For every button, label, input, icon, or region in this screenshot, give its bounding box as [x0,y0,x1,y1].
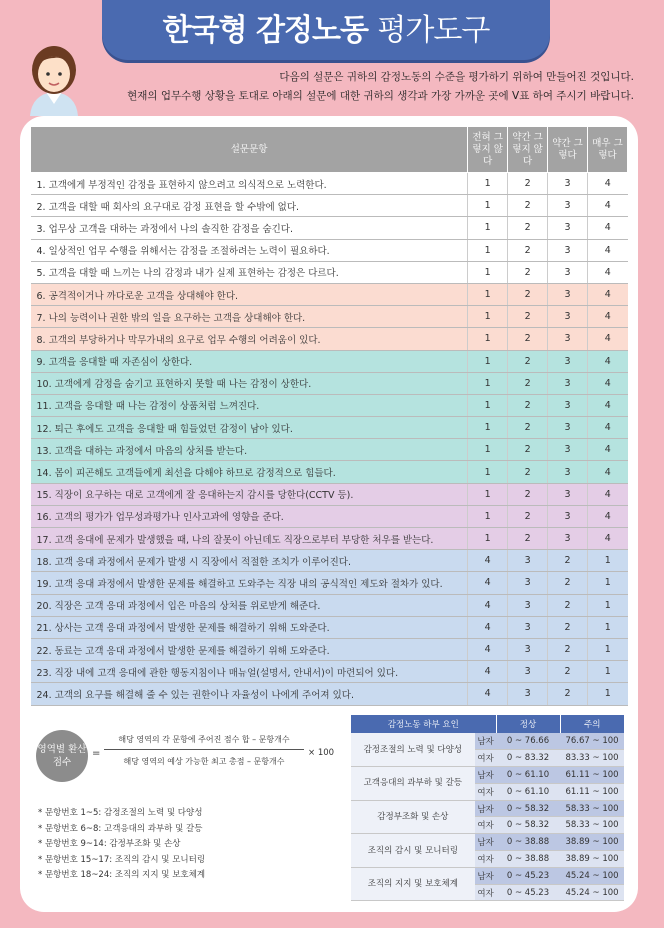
answer-option-1[interactable]: 1 [468,217,508,239]
intro-text [34,68,634,106]
answer-option-4[interactable]: 4 [588,372,628,394]
answer-option-1[interactable]: 1 [468,261,508,283]
answer-option-4[interactable]: 4 [588,239,628,261]
norm-caution-range: 83.33 ~ 100 [560,750,624,767]
survey-table [30,126,628,706]
question-text: 10. 고객에게 감정을 숨기고 표현하지 못할 때 나는 감정이 상한다. [31,372,468,394]
norm-normal-range: 0 ~ 61.10 [496,767,560,784]
table-row [31,173,628,195]
answer-option-4[interactable]: 4 [588,350,628,372]
question-text: 3. 업무상 고객을 대하는 과정에서 나의 솔직한 감정을 숨긴다. [31,217,468,239]
content-card [20,116,638,912]
answer-option-1[interactable]: 1 [468,505,508,527]
note-item: * 문항번호 6~8: 고객응대의 과부하 및 갈등 [38,823,203,834]
table-row [31,528,628,550]
table-row [31,372,628,394]
norm-caution-range: 61.11 ~ 100 [560,783,624,800]
norm-normal-range: 0 ~ 45.23 [496,867,560,884]
norm-normal-range: 0 ~ 58.32 [496,817,560,834]
answer-option-2[interactable]: 3 [508,638,548,660]
answer-option-3[interactable]: 2 [548,616,588,638]
answer-option-2[interactable]: 2 [508,483,548,505]
norm-caution-range: 61.11 ~ 100 [560,767,624,784]
question-text: 4. 일상적인 업무 수행을 위해서는 감정을 조절하려는 노력이 필요하다. [31,239,468,261]
answer-option-2[interactable]: 2 [508,306,548,328]
norm-row [351,834,625,851]
table-row [31,683,628,705]
answer-option-4[interactable]: 4 [588,461,628,483]
formula-equals: = [92,748,101,759]
norm-factor: 감정조절의 노력 및 다양성 [351,733,476,767]
norm-normal-range: 0 ~ 38.88 [496,834,560,851]
formula-times: × 100 [308,748,335,758]
question-text: 24. 고객의 요구를 해결해 줄 수 있는 권한이나 자율성이 나에게 주어져 있다. [31,683,468,705]
question-text: 7. 나의 능력이나 권한 밖의 일을 요구하는 고객을 상대해야 한다. [31,306,468,328]
table-row [31,283,628,305]
answer-option-4[interactable]: 1 [588,616,628,638]
table-row [31,638,628,660]
answer-option-4[interactable]: 1 [588,550,628,572]
question-text: 1. 고객에게 부정적인 감정을 표현하지 않으려고 의식적으로 노력한다. [31,173,468,195]
norm-normal-range: 0 ~ 58.32 [496,800,560,817]
title-bold: 한국형 감정노동 [162,13,368,48]
answer-option-4[interactable]: 4 [588,483,628,505]
norm-gender: 여자 [475,884,496,901]
answer-option-1[interactable]: 1 [468,306,508,328]
norm-normal-range: 0 ~ 83.32 [496,750,560,767]
answer-option-1[interactable]: 1 [468,195,508,217]
norm-caution-range: 58.33 ~ 100 [560,817,624,834]
answer-option-4[interactable]: 4 [588,394,628,416]
norm-normal-range: 0 ~ 38.88 [496,851,560,868]
question-text: 5. 고객을 대할 때 느끼는 나의 감정과 내가 실제 표현하는 감정은 다르다. [31,261,468,283]
table-row [31,328,628,350]
question-text: 16. 고객의 평가가 업무성과평가나 인사고과에 영향을 준다. [31,505,468,527]
answer-option-3[interactable]: 2 [548,572,588,594]
answer-option-1[interactable]: 1 [468,417,508,439]
norm-normal-range: 0 ~ 45.23 [496,884,560,901]
header-question: 설문문항 [31,127,468,173]
question-text: 11. 고객을 응대할 때 나는 감정이 상품처럼 느껴진다. [31,394,468,416]
note-item: * 문항번호 18~24: 조직의 지지 및 보호체계 [38,870,206,881]
answer-option-3[interactable]: 3 [548,394,588,416]
intro-line-2: 현재의 업무수행 상황을 토대로 아래의 설문에 대한 귀하의 생각과 가장 가까운 곳에 V표 하여 주시기 바랍니다. [127,90,634,102]
question-text: 17. 고객 응대에 문제가 발생했을 때, 나의 잘못이 아닌데도 직장으로부터 부당한 처우를 받는다. [31,528,468,550]
answer-option-3[interactable]: 3 [548,173,588,195]
answer-option-3[interactable]: 3 [548,217,588,239]
header-opt-3: 약간 그렇다 [548,127,588,173]
norm-gender: 여자 [475,750,496,767]
question-text: 21. 상사는 고객 응대 과정에서 발생한 문제를 해결하기 위해 도와준다. [31,616,468,638]
answer-option-3[interactable]: 3 [548,239,588,261]
norm-gender: 여자 [475,783,496,800]
norm-row [351,867,625,884]
table-row [31,594,628,616]
question-text: 9. 고객을 응대할 때 자존심이 상한다. [31,350,468,372]
answer-option-4[interactable]: 4 [588,439,628,461]
answer-option-1[interactable]: 4 [468,683,508,705]
norm-caution-range: 45.24 ~ 100 [560,867,624,884]
answer-option-1[interactable]: 4 [468,638,508,660]
answer-option-3[interactable]: 3 [548,417,588,439]
question-text: 14. 몸이 피곤해도 고객들에게 최선을 다해야 하므로 감정적으로 힘들다. [31,461,468,483]
table-row [31,350,628,372]
table-row [31,261,628,283]
table-row [31,661,628,683]
header-opt-4: 매우 그렇다 [588,127,628,173]
table-row [31,439,628,461]
answer-option-2[interactable]: 2 [508,528,548,550]
answer-option-4[interactable]: 4 [588,306,628,328]
answer-option-3[interactable]: 2 [548,550,588,572]
answer-option-2[interactable]: 2 [508,261,548,283]
answer-option-4[interactable]: 4 [588,528,628,550]
answer-option-3[interactable]: 2 [548,661,588,683]
table-row [31,572,628,594]
answer-option-3[interactable]: 3 [548,461,588,483]
table-row [31,195,628,217]
answer-option-1[interactable]: 1 [468,439,508,461]
answer-option-2[interactable]: 3 [508,616,548,638]
formula-denominator: 해당 영역의 예상 가능한 최고 총점 – 문항개수 [123,757,285,766]
note-item: * 문항번호 15~17: 조직의 감시 및 모니터링 [38,854,206,865]
table-row [31,239,628,261]
answer-option-3[interactable]: 3 [548,350,588,372]
norm-factor: 조직의 감시 및 모니터링 [351,834,476,868]
question-text: 19. 고객 응대 과정에서 발생한 문제를 해결하고 도와주는 직장 내의 공식적인 제도와 절차가 있다. [31,572,468,594]
answer-option-1[interactable]: 4 [468,572,508,594]
norm-caution-range: 45.24 ~ 100 [560,884,624,901]
answer-option-2[interactable]: 2 [508,173,548,195]
table-row [31,550,628,572]
norm-row [351,800,625,817]
question-text: 12. 퇴근 후에도 고객을 응대할 때 힘들었던 감정이 남아 있다. [31,417,468,439]
answer-option-2[interactable]: 3 [508,594,548,616]
question-text: 15. 직장이 요구하는 대로 고객에게 잘 응대하는지 감시를 당한다(CCTV 등). [31,483,468,505]
answer-option-2[interactable]: 3 [508,550,548,572]
question-text: 8. 고객의 부당하거나 막무가내의 요구로 업무 수행의 어려움이 있다. [31,328,468,350]
norm-caution-range: 58.33 ~ 100 [560,800,624,817]
norm-normal-range: 0 ~ 76.66 [496,733,560,750]
answer-option-4[interactable]: 1 [588,683,628,705]
formula-label: 영역별 환산점수 [36,730,88,782]
norm-gender: 여자 [475,817,496,834]
answer-option-4[interactable]: 4 [588,195,628,217]
question-text: 18. 고객 응대 과정에서 문제가 발생 시 직장에서 적절한 조치가 이루어진다. [31,550,468,572]
answer-option-3[interactable]: 2 [548,638,588,660]
title-light: 평가도구 [377,13,490,48]
answer-option-1[interactable]: 4 [468,550,508,572]
answer-option-1[interactable]: 1 [468,483,508,505]
answer-option-1[interactable]: 4 [468,616,508,638]
answer-option-1[interactable]: 1 [468,394,508,416]
question-text: 20. 직장은 고객 응대 과정에서 입은 마음의 상처를 위로받게 해준다. [31,594,468,616]
answer-option-2[interactable]: 3 [508,683,548,705]
question-text: 23. 직장 내에 고객 응대에 관한 행동지침이나 매뉴얼(설명서, 안내서)이 마련되어 있다. [31,661,468,683]
answer-option-3[interactable]: 3 [548,439,588,461]
answer-option-4[interactable]: 4 [588,505,628,527]
norm-header-factor: 감정노동 하부 요인 [351,715,497,733]
table-row [31,217,628,239]
formula-fraction [104,734,304,767]
header-opt-1: 전혀 그렇지 않다 [468,127,508,173]
question-text: 22. 동료는 고객 응대 과정에서 발생한 문제를 해결하기 위해 도와준다. [31,638,468,660]
answer-option-2[interactable]: 2 [508,350,548,372]
answer-option-3[interactable]: 3 [548,306,588,328]
answer-option-2[interactable]: 2 [508,239,548,261]
answer-option-4[interactable]: 1 [588,661,628,683]
norm-factor: 감정부조화 및 손상 [351,800,476,834]
answer-option-4[interactable]: 1 [588,594,628,616]
norm-header-caution: 주의 [560,715,624,733]
answer-option-2[interactable]: 2 [508,217,548,239]
answer-option-1[interactable]: 1 [468,461,508,483]
norm-factor: 고객응대의 과부하 및 갈등 [351,767,476,801]
answer-option-3[interactable]: 3 [548,283,588,305]
answer-option-4[interactable]: 4 [588,283,628,305]
intro-line-1: 다음의 설문은 귀하의 감정노동의 수준을 평가하기 위하여 만들어진 것입니다. [279,71,634,83]
norm-row [351,767,625,784]
norm-table [350,715,624,901]
norm-normal-range: 0 ~ 61.10 [496,783,560,800]
norm-header-normal: 정상 [496,715,560,733]
answer-option-2[interactable]: 2 [508,283,548,305]
norm-gender: 남자 [475,867,496,884]
table-row [31,461,628,483]
answer-option-4[interactable]: 4 [588,261,628,283]
notes-list [38,806,205,884]
question-text: 13. 고객을 대하는 과정에서 마음의 상처를 받는다. [31,439,468,461]
answer-option-1[interactable]: 4 [468,661,508,683]
question-text: 6. 공격적이거나 까다로운 고객을 상대해야 한다. [31,283,468,305]
note-item: * 문항번호 1~5: 감정조절의 노력 및 다양성 [38,808,203,818]
header-opt-2: 약간 그렇지 않다 [508,127,548,173]
answer-option-4[interactable]: 4 [588,328,628,350]
answer-option-2[interactable]: 2 [508,417,548,439]
answer-option-3[interactable]: 2 [548,594,588,616]
answer-option-4[interactable]: 1 [588,638,628,660]
answer-option-4[interactable]: 4 [588,417,628,439]
answer-option-3[interactable]: 2 [548,683,588,705]
norm-gender: 남자 [475,800,496,817]
norm-row [351,733,625,750]
answer-option-1[interactable]: 1 [468,173,508,195]
norm-caution-range: 38.89 ~ 100 [560,834,624,851]
answer-option-2[interactable]: 3 [508,572,548,594]
answer-option-3[interactable]: 3 [548,261,588,283]
answer-option-3[interactable]: 3 [548,528,588,550]
answer-option-3[interactable]: 3 [548,195,588,217]
answer-option-3[interactable]: 3 [548,328,588,350]
answer-option-2[interactable]: 2 [508,439,548,461]
answer-option-3[interactable]: 3 [548,372,588,394]
page-title [102,0,550,60]
norm-factor: 조직의 지지 및 보호체계 [351,867,476,901]
table-row [31,417,628,439]
answer-option-1[interactable]: 1 [468,350,508,372]
formula-numerator: 해당 영역의 각 문항에 주어진 점수 합 – 문항개수 [104,734,304,750]
answer-option-1[interactable]: 4 [468,594,508,616]
answer-option-1[interactable]: 1 [468,239,508,261]
answer-option-2[interactable]: 2 [508,505,548,527]
norm-gender: 남자 [475,733,496,750]
question-text: 2. 고객을 대할 때 회사의 요구대로 감정 표현을 할 수밖에 없다. [31,195,468,217]
answer-option-1[interactable]: 1 [468,328,508,350]
answer-option-2[interactable]: 2 [508,195,548,217]
answer-option-2[interactable]: 2 [508,461,548,483]
answer-option-1[interactable]: 1 [468,528,508,550]
answer-option-3[interactable]: 3 [548,505,588,527]
answer-option-3[interactable]: 3 [548,483,588,505]
answer-option-1[interactable]: 1 [468,372,508,394]
note-item: * 문항번호 9~14: 감정부조화 및 손상 [38,839,181,850]
answer-option-2[interactable]: 2 [508,394,548,416]
answer-option-4[interactable]: 1 [588,572,628,594]
answer-option-4[interactable]: 4 [588,173,628,195]
norm-gender: 남자 [475,834,496,851]
norm-gender: 여자 [475,851,496,868]
survey-body [31,173,628,706]
answer-option-2[interactable]: 2 [508,328,548,350]
table-row [31,505,628,527]
table-row [31,306,628,328]
answer-option-2[interactable]: 2 [508,372,548,394]
norm-body [351,733,625,901]
norm-caution-range: 38.89 ~ 100 [560,851,624,868]
answer-option-4[interactable]: 4 [588,217,628,239]
answer-option-1[interactable]: 1 [468,283,508,305]
table-row [31,483,628,505]
norm-caution-range: 76.67 ~ 100 [560,733,624,750]
table-row [31,616,628,638]
answer-option-2[interactable]: 3 [508,661,548,683]
score-formula [32,718,348,798]
norm-gender: 남자 [475,767,496,784]
table-row [31,394,628,416]
